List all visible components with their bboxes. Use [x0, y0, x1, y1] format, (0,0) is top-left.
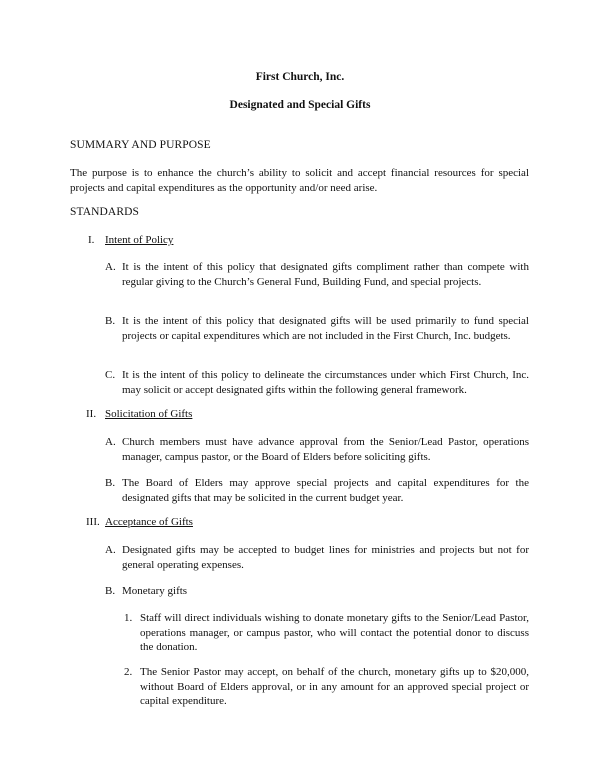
list-item-label: B.	[105, 477, 116, 489]
list-item-text: Church members must have advance approval from the Senior/Lead Pastor, operations manager, campus pastor, or the Board of Elders before soliciting gifts.	[122, 436, 529, 463]
section-number: II.	[86, 408, 97, 420]
sub-list-item-text: Staff will direct individuals wishing to donate monetary gifts to the Senior/Lead Pastor, operations manager, or campus pastor, who will contact the potential donor to discuss the donation.	[140, 612, 529, 653]
document-title: First Church, Inc.	[255, 71, 345, 83]
list-item-text: It is the intent of this policy that designated gifts compliment rather than compete with regular giving to the Church’s General Fund, Building Fund, and special projects.	[122, 261, 529, 288]
summary-heading: SUMMARY AND PURPOSE	[70, 139, 211, 151]
list-item-text: The Board of Elders may approve special projects and capital expenditures for the designated gifts that may be solicited in the current budget year.	[122, 477, 529, 504]
section-title: Acceptance of Gifts	[105, 516, 193, 528]
list-item-label: A.	[105, 261, 116, 273]
list-item-label: B.	[105, 585, 116, 597]
section-title: Solicitation of Gifts	[105, 408, 193, 420]
list-item-label: B.	[105, 315, 116, 327]
section-number: III.	[86, 516, 100, 528]
list-item-label: A.	[105, 544, 116, 556]
list-item-text: It is the intent of this policy that designated gifts will be used primarily to fund special projects or capital expenditures which are not included in the First Church, Inc. budgets.	[122, 315, 529, 342]
section-number: I.	[88, 234, 95, 246]
summary-paragraph: The purpose is to enhance the church’s ability to solicit and accept financial resources for special projects and capital expenditures as the opportunity and/or need arise.	[70, 167, 529, 194]
sub-list-item-text: The Senior Pastor may accept, on behalf of the church, monetary gifts up to $20,000, without Board of Elders approval, or in any amount for an approved special project or capital expenditure.	[140, 666, 529, 707]
sub-list-item-label: 1.	[124, 612, 133, 624]
list-item-label: A.	[105, 436, 116, 448]
list-item-text: Monetary gifts	[122, 585, 188, 597]
list-item-text: It is the intent of this policy to delineate the circumstances under which First Church, Inc. may solicit or accept designated gifts within the following general framework.	[122, 369, 529, 396]
sub-list-item-label: 2.	[124, 666, 133, 678]
list-item-label: C.	[105, 369, 116, 381]
document-subtitle: Designated and Special Gifts	[229, 99, 371, 111]
section-title: Intent of Policy	[105, 234, 174, 246]
list-item-text: Designated gifts may be accepted to budget lines for ministries and projects but not for general operating expenses.	[122, 544, 529, 571]
standards-heading: STANDARDS	[70, 206, 139, 218]
